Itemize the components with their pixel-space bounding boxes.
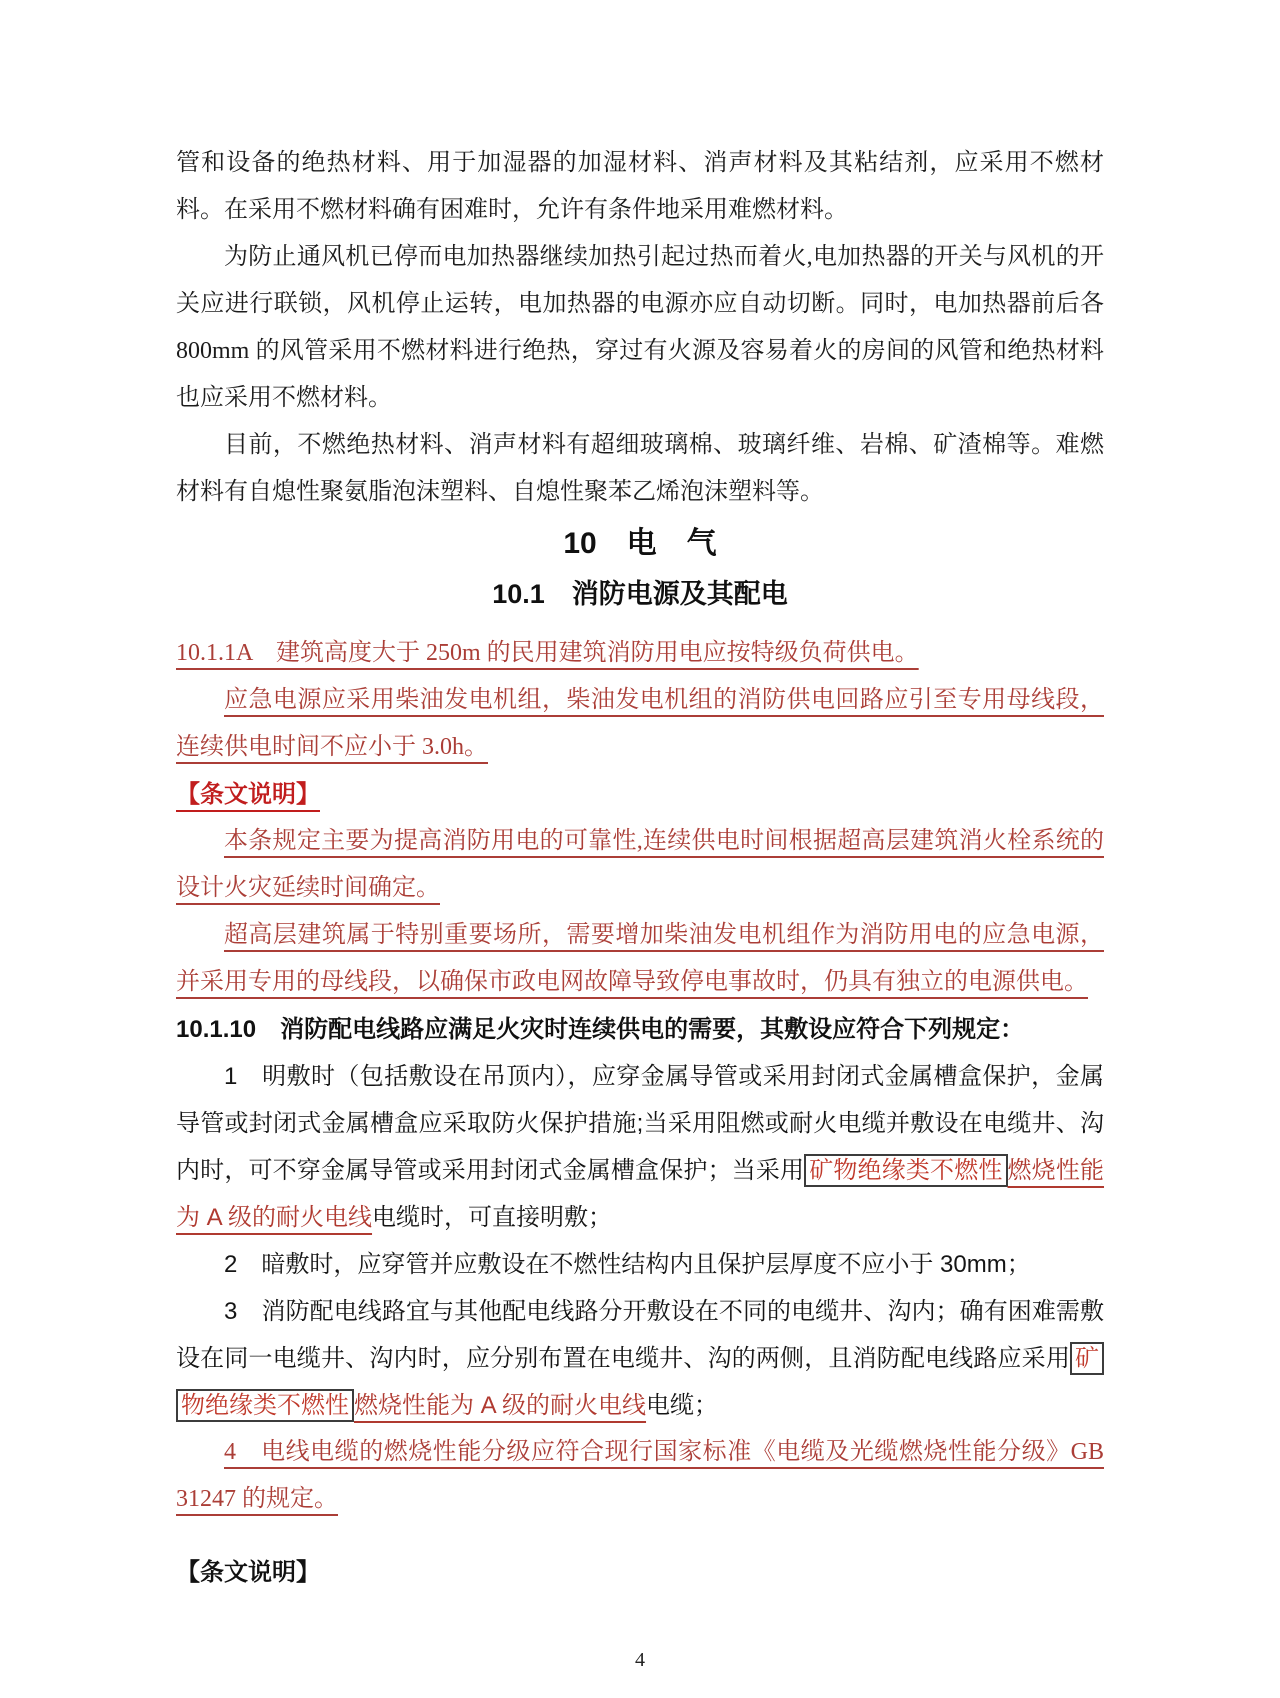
list-item-2: 2 暗敷时，应穿管并应敷设在不燃性结构内且保护层厚度不应小于 30mm； bbox=[224, 1251, 1031, 1278]
clause-10-1-1A-paragraph: 应急电源应采用柴油发电机组，柴油发电机组的消防供电回路应引至专用母线段，连续供电时间不应小于 3.0h。 bbox=[176, 687, 1104, 760]
list-item-1 bbox=[176, 1053, 1104, 1241]
explanation-paragraph-2: 超高层建筑属于特别重要场所，需要增加柴油发电机组作为消防用电的应急电源，并采用专用的母线段，以确保市政电网故障导致停电事故时，仍具有独立的电源供电。 bbox=[176, 922, 1104, 995]
page-number: 4 bbox=[635, 1649, 645, 1671]
underlined-revision-text-1: 燃烧性能为 A 级的耐火电线 bbox=[176, 1157, 1105, 1231]
explanation-label-black: 【条文说明】 bbox=[176, 1559, 320, 1586]
heater-interlock-paragraph: 为防止通风机已停而电加热器继续加热引起过热而着火,电加热器的开关与风机的开关应进行联锁，风机停止运转，电加热器的电源亦应自动切断。同时，电加热器前后各 800mm 的风管采用不燃材料进行绝热，穿过有火源及容易着火的房间的风管和绝热材料也应采用不燃材料。 bbox=[176, 244, 1104, 411]
boxed-revision-text-1: 矿物绝缘类不燃性 bbox=[804, 1154, 1007, 1187]
list-item-3-tail: 电缆； bbox=[646, 1392, 719, 1419]
clause-10-1-1A: 10.1.1A 建筑高度大于 250m 的民用建筑消防用电应按特级负荷供电。 bbox=[176, 640, 919, 666]
boxed-revision-text-2: 矿物绝缘类不燃性 bbox=[176, 1342, 1104, 1422]
list-item-4: 4 电线电缆的燃烧性能分级应符合现行国家标准《电缆及光缆燃烧性能分级》GB 31247 的规定。 bbox=[176, 1439, 1104, 1512]
list-item-1-tail: 电缆时，可直接明敷； bbox=[372, 1204, 613, 1231]
clause-10-1-10: 10.1.10 消防配电线路应满足火灾时连续供电的需要，其敷设应符合下列规定： bbox=[176, 1016, 1025, 1043]
noncombustible-materials-paragraph: 目前，不燃绝热材料、消声材料有超细玻璃棉、玻璃纤维、岩棉、矿渣棉等。难燃材料有自熄性聚氨脂泡沫塑料、自熄性聚苯乙烯泡沫塑料等。 bbox=[176, 432, 1104, 505]
continuation-paragraph: 管和设备的绝热材料、用于加湿器的加湿材料、消声材料及其粘结剂，应采用不燃材料。在采用不燃材料确有困难时，允许有条件地采用难燃材料。 bbox=[176, 150, 1104, 223]
chapter-heading: 10 电 气 bbox=[563, 527, 717, 560]
list-item-1-text: 1 明敷时（包括敷设在吊顶内），应穿金属导管或采用封闭式金属槽盒保护，金属导管或封闭式金属槽盒应采取防火保护措施;当采用阻燃或耐火电缆并敷设在电缆井、沟内时，可不穿金属导管或采用封闭式金属槽盒保护；当采用 bbox=[176, 1063, 1104, 1184]
section-heading: 10.1 消防电源及其配电 bbox=[492, 579, 788, 609]
explanation-paragraph-1: 本条规定主要为提高消防用电的可靠性,连续供电时间根据超高层建筑消火栓系统的设计火灾延续时间确定。 bbox=[176, 828, 1104, 901]
list-item-3 bbox=[176, 1288, 1104, 1429]
list-item-3-text: 3 消防配电线路宜与其他配电线路分开敷设在不同的电缆井、沟内；确有困难需敷设在同一电缆井、沟内时，应分别布置在电缆井、沟的两侧，且消防配电线路应采用 bbox=[176, 1298, 1104, 1372]
underlined-revision-text-2: 燃烧性能为 A 级的耐火电线 bbox=[354, 1392, 647, 1419]
explanation-label-red: 【条文说明】 bbox=[176, 781, 320, 808]
